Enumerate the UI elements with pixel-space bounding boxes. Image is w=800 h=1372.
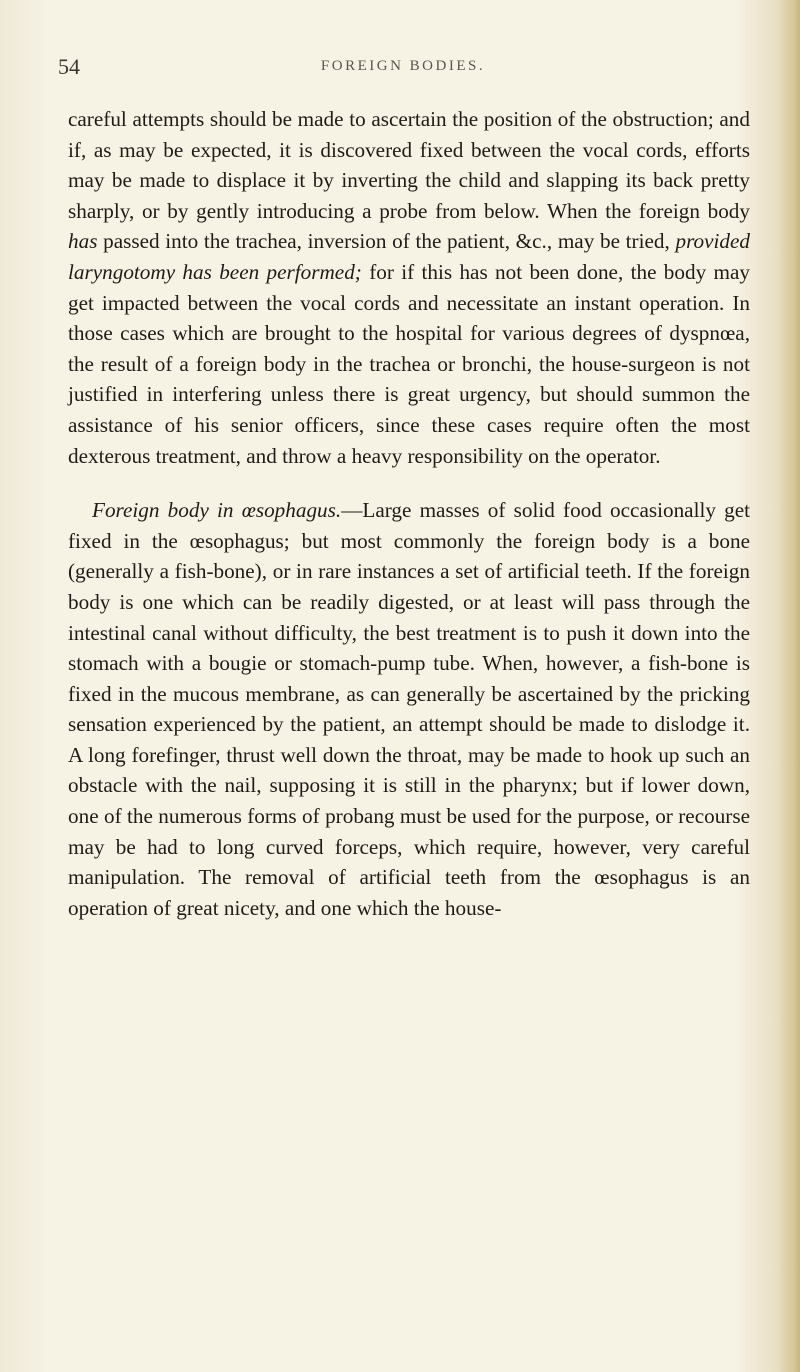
- page-header: [58, 54, 748, 84]
- paragraph: [68, 104, 750, 471]
- paragraph-text: passed into the trachea, inversion of the patient, &c., may be tried,: [97, 229, 676, 254]
- body-text: [68, 104, 750, 923]
- paragraph-text: —Large masses of solid food occasionally get fixed in the œsophagus; but most commonly the foreign body is a bone (generally a fish-bone), or in rare instances a set of artificial teeth. If the foreign body is one which can be readily digested, or at least will pass through the intestinal canal without difficulty, the best treatment is to push it down into the stomach with a bougie or stomach-pump tube. When, however, a fish-bone is fixed in the mucous membrane, as can generally be ascertained by the pricking sensation experienced by the patient, an attempt should be made to dislodge it. A long forefinger, thrust well down the throat, may be made to hook up such an obstacle with the nail, supposing it is still in the pharynx; but if lower down, one of the numerous forms of probang must be used for the purpose, or recourse may be had to long curved forceps, which require, however, very careful manipulation. The removal of artificial teeth from the œsophagus is an operation of great nicety, and one which the house-: [68, 498, 751, 920]
- italic-text: provided laryngotomy has been performed;: [68, 229, 750, 284]
- paragraph-text: for if this has not been done, the body may get impacted between the vocal cords and necessitate an instant operation. In those cases which are brought to the hospital for various degrees of dyspnœa, the result of a foreign body in the trachea or bronchi, the house-surgeon is not justified in interfering unless there is great urgency, but should summon the assistance of his senior officers, since these cases require often the most dexterous treatment, and throw a heavy responsibility on the operator.: [68, 259, 750, 468]
- page-edge-shadow: [778, 0, 800, 1372]
- paragraph-text: careful attempts should be made to ascertain the position of the obstruction; and if, as may be expected, it is discovered fixed between the vocal cords, efforts may be made to displace it by inverting the child and slapping its back pretty sharply, or by gently introducing a probe from below. When the foreign body: [68, 107, 750, 223]
- italic-text: has: [68, 229, 98, 254]
- section-heading: Foreign body in œsophagus.: [92, 498, 342, 523]
- paragraph: [68, 495, 750, 923]
- page-number: 54: [58, 54, 80, 79]
- running-title: FOREIGN BODIES.: [320, 58, 486, 74]
